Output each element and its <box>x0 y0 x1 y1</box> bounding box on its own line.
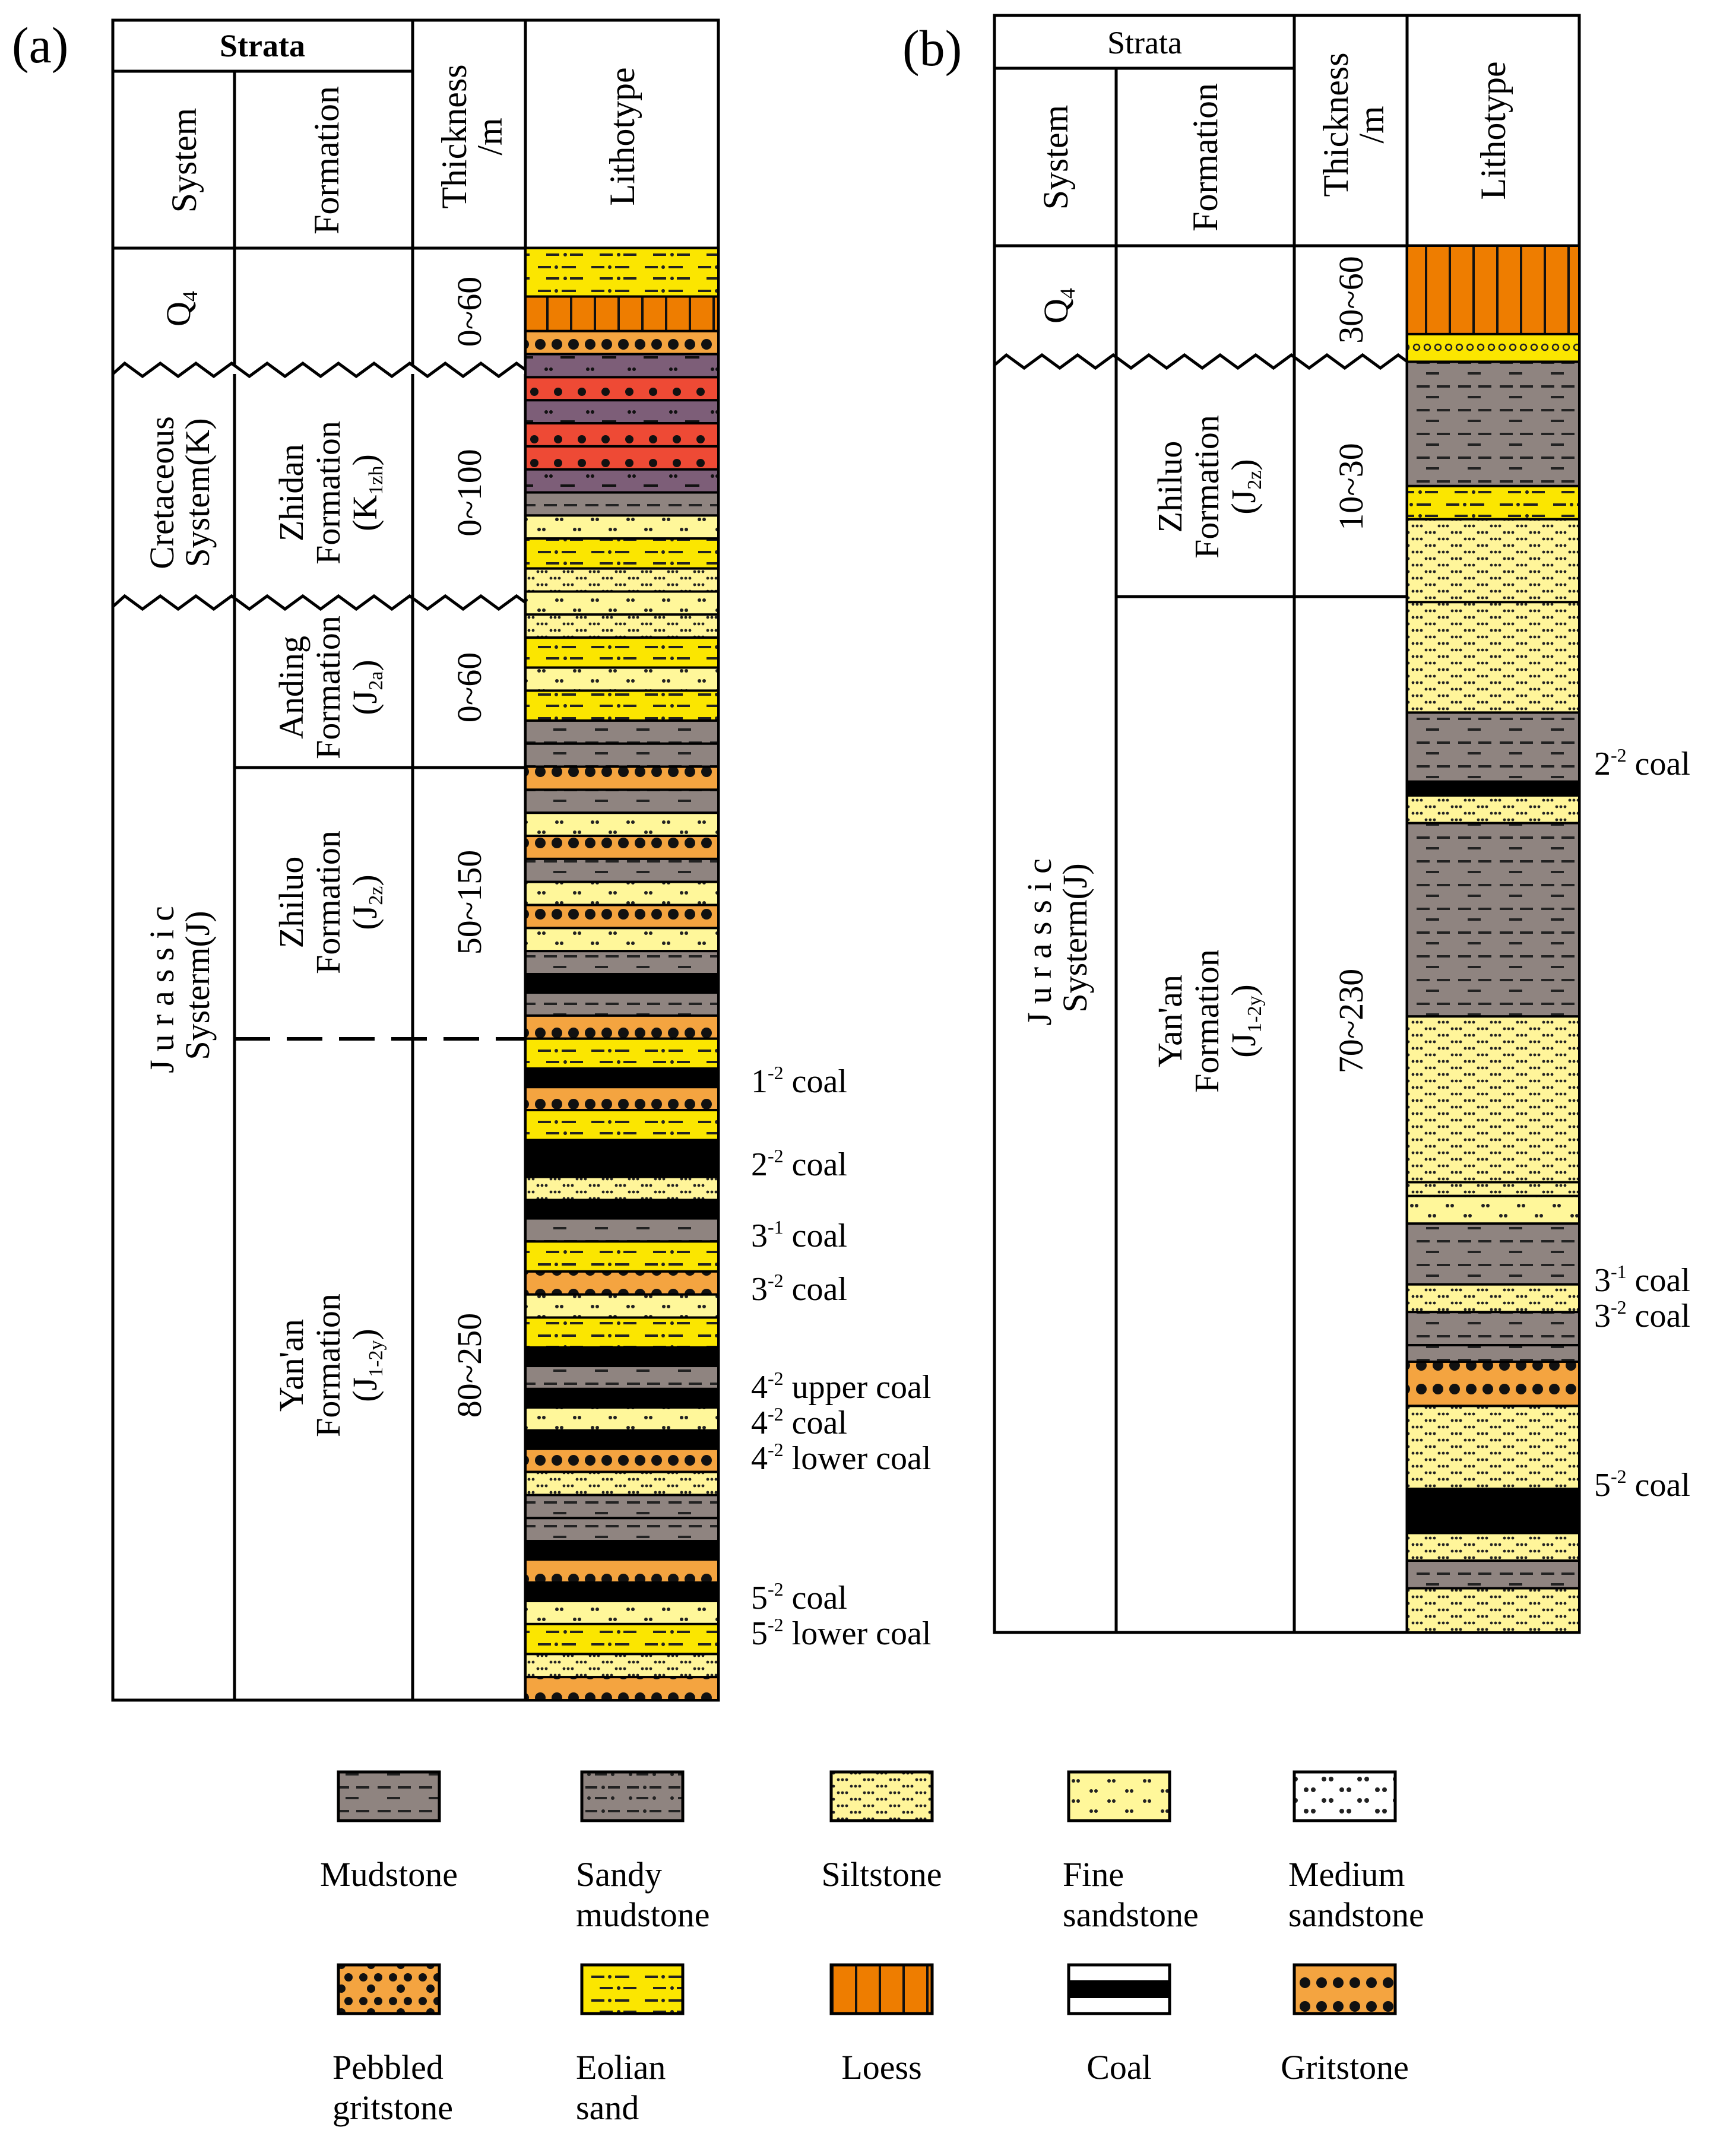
system-q4 <box>1037 288 1079 324</box>
svg-text:Q4: $Q_4$ <box>1037 288 1079 324</box>
layer-fine <box>525 1295 718 1318</box>
svg-text:Thickness: Thickness <box>1316 52 1355 197</box>
layer-siltstone <box>1407 1406 1579 1489</box>
layer-red <box>525 423 718 446</box>
strata-header: Strata <box>220 28 305 64</box>
legend-label: Gritstone <box>1281 2048 1409 2087</box>
svg-text:System: System <box>1036 104 1075 210</box>
layer-siltstone <box>1407 1589 1579 1632</box>
lithotype-header <box>603 67 642 205</box>
panel-a-column <box>12 17 931 1700</box>
svg-text:10~30: 10~30 <box>1332 443 1370 531</box>
thickness-yanan <box>1332 969 1370 1073</box>
layer-gritstone <box>525 836 718 859</box>
layer-gritstone <box>525 905 718 928</box>
svg-text:/m: /m <box>1352 106 1391 144</box>
layer-fine <box>525 1601 718 1624</box>
layer-gritstone <box>525 1559 718 1583</box>
layer-mudstone <box>525 1518 718 1541</box>
layer-fine <box>525 882 718 905</box>
layer-eolian <box>525 690 718 720</box>
layer-siltstone <box>525 1654 718 1677</box>
layer-fine <box>525 1407 718 1431</box>
layer-fine <box>525 591 718 614</box>
layer-coal <box>525 1389 718 1407</box>
formation-header <box>307 86 346 234</box>
layer-gritstone <box>1407 1362 1579 1406</box>
legend-swatch-siltstone <box>831 1772 932 1821</box>
svg-text:0~60: 0~60 <box>450 276 489 347</box>
coal-labels-b <box>1594 744 1690 1504</box>
svg-text:(J1-2y): (J1-2y) <box>1224 984 1266 1058</box>
layer-mudstone <box>1407 712 1579 781</box>
layer-siltstone <box>1407 795 1579 823</box>
layer-medium_eolian <box>1407 334 1579 362</box>
svg-text:Lithotype: Lithotype <box>603 67 642 206</box>
layer-gritstone <box>525 1087 718 1110</box>
legend-label: Pebbled gritstone <box>332 2048 453 2127</box>
svg-text:(J1-2y): (J1-2y) <box>346 1329 387 1402</box>
layer-purple <box>525 354 718 378</box>
strata-header: Strata <box>1107 25 1182 61</box>
system-cretaceous <box>142 416 217 569</box>
svg-text:/m: /m <box>470 118 509 156</box>
svg-text:Formation: Formation <box>309 616 347 759</box>
layer-gritstone <box>525 331 718 354</box>
svg-text:(J2a): (J2a) <box>346 660 387 715</box>
layer-eolian <box>525 248 718 297</box>
layer-fine <box>525 928 718 951</box>
layer-coal <box>525 1431 718 1449</box>
thickness-q4 <box>1332 256 1370 343</box>
svg-text:Formation: Formation <box>309 830 347 974</box>
coal-labels-a <box>751 1062 931 1652</box>
system-header <box>1036 105 1075 210</box>
svg-text:Formation: Formation <box>1187 415 1226 559</box>
legend-swatch-fine_sandstone <box>1069 1772 1170 1821</box>
layer-siltstone <box>1407 602 1579 712</box>
layer-fine <box>1407 1196 1579 1224</box>
svg-text:Zhiluo: Zhiluo <box>1151 440 1189 533</box>
legend-label: Mudstone <box>320 1855 458 1894</box>
svg-text:Systerm(J): Systerm(J) <box>178 911 217 1060</box>
layer-mudstone <box>525 744 718 767</box>
layer-coal <box>525 1140 718 1159</box>
coal-label: $4^{-2}$ upper coal <box>751 1368 932 1406</box>
coal-label: $3^{-1}$ coal <box>1594 1261 1690 1299</box>
layer-red <box>525 446 718 470</box>
legend-label: Coal <box>1086 2048 1152 2087</box>
svg-text:Formation: Formation <box>1186 83 1225 232</box>
layer-mudstone <box>525 1495 718 1518</box>
layer-siltstone <box>1407 1016 1579 1182</box>
system-jurassic <box>1020 850 1094 1026</box>
formation-yanan <box>1151 949 1266 1093</box>
layer-gritstone <box>525 767 718 790</box>
thickness-yanan <box>450 1313 489 1418</box>
svg-text:System: System <box>164 107 204 213</box>
layer-eolian <box>525 1110 718 1140</box>
layer-mudstone <box>525 859 718 882</box>
coal-label: $5^{-2}$ coal <box>751 1578 847 1616</box>
layer-mudstone <box>525 790 718 813</box>
svg-text:Cretaceous: Cretaceous <box>142 416 181 569</box>
coal-label: $3^{-2}$ coal <box>1594 1296 1690 1334</box>
svg-text:Anding: Anding <box>272 636 311 739</box>
legend-swatch-eolian_sand <box>582 1965 683 2014</box>
legend-label: Sandy mudstone <box>576 1855 710 1934</box>
layer-eolian <box>525 1039 718 1069</box>
layer-siltstone <box>525 1177 718 1200</box>
lithology-column-a <box>525 248 718 1700</box>
layer-coal <box>525 1583 718 1601</box>
formation-zhiluo <box>272 830 387 974</box>
coal-label: $5^{-2}$ lower coal <box>751 1614 932 1652</box>
layer-red <box>525 377 718 400</box>
layer-loess <box>525 297 718 331</box>
layer-mudstone <box>1407 362 1579 486</box>
thickness-header <box>435 64 509 208</box>
layer-gritstone <box>525 1677 718 1700</box>
layer-eolian <box>525 1317 718 1347</box>
svg-text:Formation: Formation <box>307 86 346 234</box>
layer-fine <box>525 668 718 691</box>
layer-gritstone <box>525 1272 718 1295</box>
thickness-anding <box>450 652 489 722</box>
legend-label: Medium sandstone <box>1288 1855 1424 1934</box>
formation-anding <box>272 616 387 759</box>
layer-coal <box>525 1348 718 1366</box>
svg-text:(K1zh): (K1zh) <box>346 454 387 531</box>
coal-label: $3^{-1}$ coal <box>751 1216 847 1254</box>
layer-siltstone <box>1407 1285 1579 1312</box>
layer-fine <box>525 515 718 538</box>
coal-label: $2^{-2}$ coal <box>1594 744 1690 782</box>
layer-mudstone <box>1407 1561 1579 1589</box>
svg-text:Formation: Formation <box>1187 949 1226 1093</box>
svg-text:Formation: Formation <box>309 421 347 565</box>
legend-label: Eolian sand <box>576 2048 666 2127</box>
layer-mudstone <box>525 993 718 1016</box>
coal-band <box>1069 1980 1170 1998</box>
layer-mudstone <box>525 951 718 974</box>
svg-text:70~230: 70~230 <box>1332 968 1370 1074</box>
system-header <box>164 108 204 213</box>
svg-text:Zhiluo: Zhiluo <box>272 856 311 949</box>
layer-eolian <box>525 1624 718 1654</box>
legend-label: Loess <box>841 2048 922 2087</box>
layer-mudstone <box>525 721 718 744</box>
svg-text:Yan'an: Yan'an <box>1151 974 1189 1068</box>
svg-text:0~60: 0~60 <box>450 652 489 723</box>
layer-mudstone <box>1407 1345 1579 1362</box>
svg-text:Lithotype: Lithotype <box>1474 61 1513 200</box>
svg-text:30~60: 30~60 <box>1332 256 1370 344</box>
layer-fine <box>525 813 718 836</box>
legend-swatch-medium_sandstone <box>1294 1772 1395 1821</box>
svg-text:0~100: 0~100 <box>450 449 489 537</box>
legend-swatch-gritstone <box>1294 1965 1395 2014</box>
panel-b-label: (b) <box>902 20 962 77</box>
svg-text:Formation: Formation <box>309 1293 347 1437</box>
layer-mudstone <box>1407 823 1579 1017</box>
svg-text:Thickness: Thickness <box>435 64 474 209</box>
legend-swatch-mudstone <box>338 1772 439 1821</box>
legend-swatch-pebbled_gritstone <box>338 1965 439 2014</box>
svg-text:50~150: 50~150 <box>450 849 489 955</box>
panel-b-column <box>902 15 1690 1632</box>
panel-a-label: (a) <box>12 17 69 74</box>
layer-coal <box>525 1200 718 1218</box>
layer-siltstone <box>1407 1533 1579 1561</box>
layer-loess <box>1407 246 1579 334</box>
svg-text:(J2z): (J2z) <box>346 874 387 930</box>
system-jurassic <box>142 898 217 1073</box>
layer-purple <box>525 470 718 493</box>
coal-label: $4^{-2}$ coal <box>751 1403 847 1441</box>
layer-mudstone <box>1407 1223 1579 1284</box>
legend-swatch-sandy_mudstone <box>582 1772 683 1821</box>
layer-gritstone <box>525 1016 718 1039</box>
legend <box>320 1772 1424 2127</box>
layer-eolian <box>525 1241 718 1271</box>
legend-swatch-loess <box>831 1965 932 2014</box>
formation-yanan <box>272 1293 387 1437</box>
layer-gritstone <box>525 1449 718 1472</box>
formation-zhiluo <box>1151 415 1266 559</box>
svg-text:Yan'an: Yan'an <box>272 1318 311 1412</box>
coal-label: $1^{-2}$ coal <box>751 1062 847 1100</box>
layer-eolian <box>525 538 718 568</box>
layer-mudstone <box>525 1366 718 1389</box>
svg-text:Zhidan: Zhidan <box>272 443 311 542</box>
layer-eolian <box>1407 486 1579 519</box>
svg-text:(J2z): (J2z) <box>1224 459 1266 515</box>
layer-coal <box>525 1159 718 1177</box>
coal-label: $3^{-2}$ coal <box>751 1270 847 1308</box>
thickness-zhiluo <box>450 850 489 955</box>
system-q4 <box>159 291 202 326</box>
lithology-column-b <box>1407 246 1579 1632</box>
layer-coal <box>525 1541 718 1559</box>
layer-purple <box>525 400 718 423</box>
layer-coal <box>1407 1489 1579 1533</box>
svg-text:Jurassic: Jurassic <box>1020 850 1059 1026</box>
svg-text:System(K): System(K) <box>178 418 217 568</box>
layer-siltstone <box>1407 519 1579 603</box>
layer-coal <box>1407 782 1579 795</box>
layer-siltstone <box>525 569 718 592</box>
coal-label: $2^{-2}$ coal <box>751 1145 847 1183</box>
svg-text:Systerm(J): Systerm(J) <box>1056 863 1094 1013</box>
coal-label: $5^{-2}$ coal <box>1594 1466 1690 1504</box>
coal-label: $4^{-2}$ lower coal <box>751 1439 932 1477</box>
layer-eolian <box>525 638 718 667</box>
layer-siltstone <box>525 1472 718 1495</box>
layer-mudstone <box>1407 1312 1579 1345</box>
legend-label: Fine sandstone <box>1063 1855 1199 1934</box>
thickness-zhidan <box>450 449 489 536</box>
formation-zhidan <box>272 421 387 565</box>
formation-header <box>1186 83 1225 232</box>
legend-label: Siltstone <box>821 1855 942 1894</box>
svg-text:Q4: $Q_4$ <box>159 291 202 326</box>
thickness-q4 <box>450 277 489 347</box>
layer-coal <box>525 1069 718 1087</box>
svg-text:Jurassic: Jurassic <box>142 898 181 1073</box>
layer-siltstone <box>1407 1182 1579 1196</box>
layer-mudstone <box>525 493 718 516</box>
thickness-zhiluo <box>1332 443 1370 530</box>
lithotype-header <box>1474 61 1513 199</box>
svg-text:80~250: 80~250 <box>450 1312 489 1418</box>
layer-mudstone <box>525 1219 718 1242</box>
thickness-header <box>1316 52 1391 196</box>
layer-siltstone <box>525 614 718 638</box>
layer-coal <box>525 974 718 993</box>
